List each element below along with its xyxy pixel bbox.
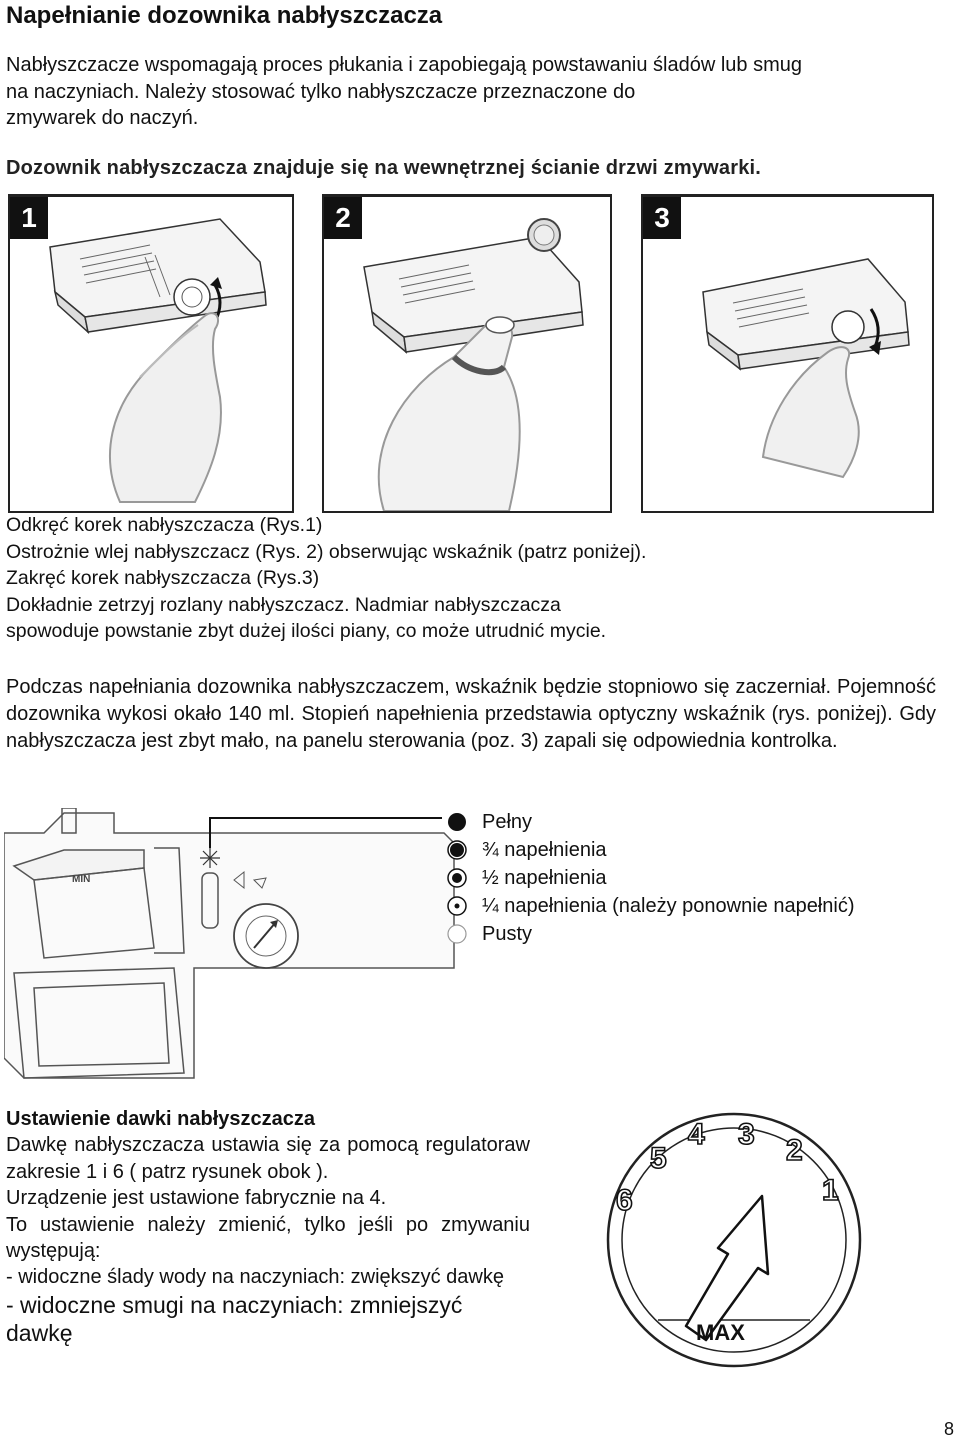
dispenser-pour-bottle-icon <box>324 197 610 511</box>
figure-3-panel <box>641 194 934 513</box>
figure-number: 3 <box>643 197 681 239</box>
dispenser-open-cap-hand-icon <box>10 197 292 511</box>
intro-line: zmywarek do naczyń. <box>6 107 199 129</box>
indicator-three-quarter-icon <box>446 839 468 861</box>
legend-item <box>446 892 854 920</box>
dial-number: 1 <box>822 1174 839 1207</box>
figure-1-panel <box>8 194 294 513</box>
page-number: 8 <box>943 1419 954 1439</box>
dispenser-location-text: Dozownik nabłyszczacza znajduje się na wewnętrznej ścianie drzwi zmywarki. <box>6 157 762 179</box>
legend-item <box>446 920 854 948</box>
intro-line: na naczyniach. Należy stosować tylko nabłyszczacze przeznaczone do <box>6 80 636 103</box>
list-item: Zakręć korek nabłyszczacza (Rys.3) <box>6 567 320 589</box>
legend-label: Pusty <box>482 922 533 945</box>
dial-number: 5 <box>650 1142 667 1175</box>
fill-indicator-paragraph: Podczas napełniania dozownika nabłyszczaczem, wskaźnik będzie stopniowo się zaczerniał. Pojemność dozownika wykosi okało 140 ml. Stopień napełnienia przedstawia optyczny wskaźnik (rys. poniżej). Gdy nabłyszczacza jest zbyt mało, na panelu sterowania (poz. 3) zapali się odpowiednia kontrolka. <box>6 676 936 752</box>
dial-number: 4 <box>688 1118 705 1151</box>
intro-line: Nabłyszczacze wspomagają proces płukania i zapobiegają powstawaniu śladów lub smug <box>6 54 802 76</box>
figure-number: 1 <box>10 197 48 239</box>
setting-paragraph: - widoczne ślady wody na naczyniach: zwiększyć dawkę <box>6 1266 504 1289</box>
refill-steps-list <box>6 512 646 645</box>
dispenser-diagram <box>4 808 474 1088</box>
list-item: spowoduje powstanie zbyt dużej ilości piany, co może utrudnić mycie. <box>6 620 607 642</box>
list-item: Ostrożnie wlej nabłyszczacz (Rys. 2) obserwując wskaźnik (patrz poniżej). <box>6 540 647 563</box>
legend-item <box>446 808 854 836</box>
min-label: MIN <box>72 874 91 885</box>
indicator-full-icon <box>446 811 468 833</box>
dispenser-close-cap-hand-icon <box>643 197 932 511</box>
dose-dial <box>598 1108 868 1370</box>
fill-level-legend <box>446 808 854 948</box>
setting-paragraph: To ustawienie należy zmienić, tylko jeśli po zmywaniu występują: <box>6 1213 530 1263</box>
legend-item <box>446 836 854 864</box>
dial-number: 6 <box>616 1184 633 1217</box>
figure-number: 2 <box>324 197 362 239</box>
list-item: Odkręć korek nabłyszczacza (Rys.1) <box>6 514 323 536</box>
legend-label: Pełny <box>482 810 533 833</box>
intro-paragraph <box>6 52 941 132</box>
dial-number: 2 <box>786 1134 803 1167</box>
indicator-quarter-icon <box>446 895 468 917</box>
figure-2-panel <box>322 194 612 513</box>
list-item: Dokładnie zetrzyj rozlany nabłyszczacz. Nadmiar nabłyszczacza <box>6 593 561 616</box>
legend-label: ¼ napełnienia (należy ponownie napełnić) <box>482 894 855 917</box>
setting-paragraph: Dawkę nabłyszczacza ustawia się za pomocą regulatoraw zakresie 1 i 6 ( patrz rysunek obok ). <box>6 1134 530 1183</box>
indicator-empty-icon <box>446 923 468 945</box>
setting-paragraph: Urządzenie jest ustawione fabrycznie na 4. <box>6 1187 387 1210</box>
section-heading: Ustawienie dawki nabłyszczacza <box>6 1108 316 1130</box>
indicator-half-icon <box>446 867 468 889</box>
dose-setting-section <box>6 1106 530 1347</box>
dial-number: 3 <box>738 1118 755 1151</box>
legend-label: ½ napełnienia <box>482 866 607 889</box>
legend-item <box>446 864 854 892</box>
page-title: Napełnianie dozownika nabłyszczacza <box>6 2 443 29</box>
max-label: MAX <box>696 1320 745 1345</box>
setting-paragraph: - widoczne smugi na naczyniach: zmniejszyć dawkę <box>6 1291 463 1346</box>
legend-label: ¾ napełnienia <box>482 838 607 861</box>
